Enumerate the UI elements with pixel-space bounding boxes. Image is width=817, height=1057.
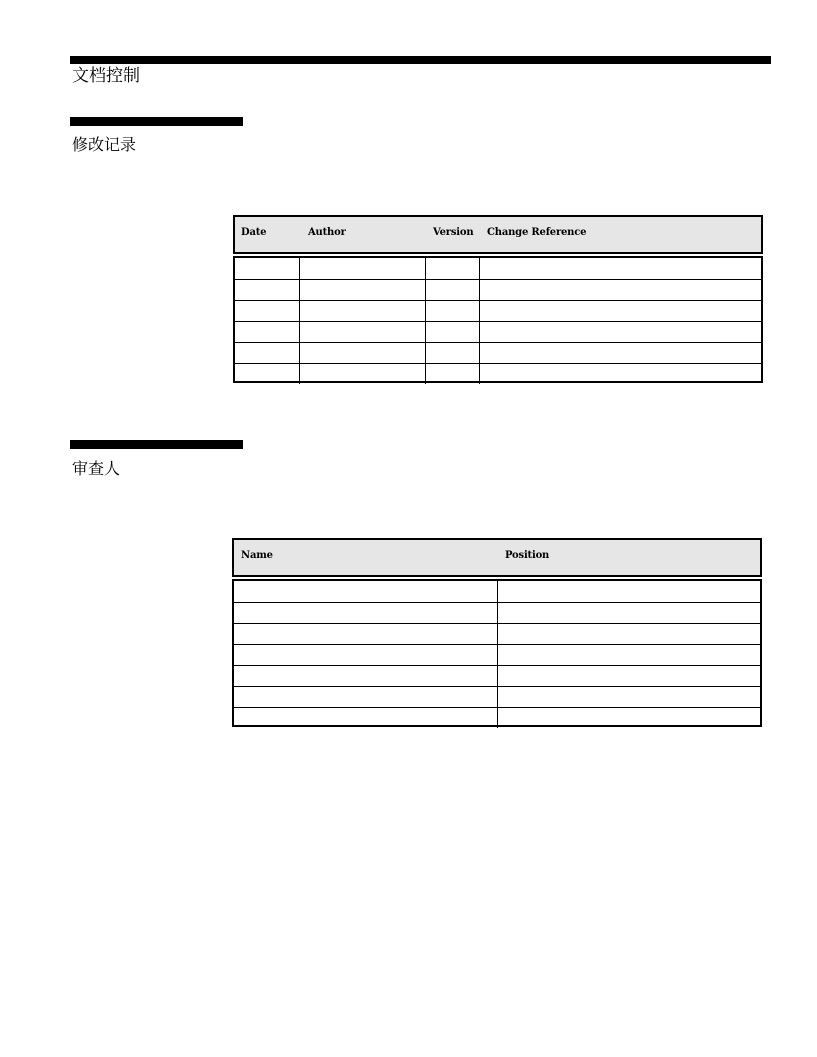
reviewers-table-body: [232, 579, 762, 727]
table-cell: [479, 322, 761, 342]
table-cell: [299, 343, 425, 363]
table-row: [234, 644, 760, 665]
reviewers-table: [232, 538, 762, 727]
title-rule: [70, 56, 771, 64]
revision-section-rule: [70, 117, 243, 126]
table-cell: [234, 581, 497, 602]
table-cell: [425, 301, 479, 321]
table-row: [235, 342, 761, 363]
table-row: [235, 258, 761, 279]
table-cell: [234, 645, 497, 665]
table-cell: [497, 645, 760, 665]
column-header-position: Position: [505, 550, 550, 561]
table-cell: [235, 364, 299, 384]
table-cell: [425, 322, 479, 342]
table-cell: [235, 258, 299, 279]
table-row: [234, 581, 760, 602]
table-cell: [235, 343, 299, 363]
table-cell: [299, 301, 425, 321]
table-cell: [497, 708, 760, 728]
table-cell: [497, 624, 760, 644]
table-cell: [479, 301, 761, 321]
column-header-change-reference: Change Reference: [487, 227, 587, 238]
table-row: [235, 300, 761, 321]
table-row: [234, 686, 760, 707]
column-header-name: Name: [241, 550, 273, 561]
table-cell: [497, 603, 760, 623]
table-cell: [425, 343, 479, 363]
page-title: 文档控制: [72, 66, 140, 86]
column-header-author: Author: [308, 227, 346, 238]
table-cell: [234, 666, 497, 686]
table-cell: [235, 280, 299, 300]
table-cell: [235, 322, 299, 342]
table-cell: [479, 343, 761, 363]
table-cell: [235, 301, 299, 321]
table-row: [235, 363, 761, 384]
table-cell: [299, 322, 425, 342]
table-cell: [234, 687, 497, 707]
table-cell: [425, 280, 479, 300]
table-cell: [234, 708, 497, 728]
table-cell: [479, 258, 761, 279]
table-cell: [234, 603, 497, 623]
table-cell: [479, 280, 761, 300]
table-row: [234, 623, 760, 644]
table-cell: [497, 666, 760, 686]
table-cell: [497, 687, 760, 707]
column-header-version: Version: [433, 227, 474, 238]
table-cell: [425, 364, 479, 384]
table-row: [234, 602, 760, 623]
reviewers-table-header: [232, 538, 762, 577]
table-cell: [234, 624, 497, 644]
table-cell: [299, 258, 425, 279]
table-cell: [299, 364, 425, 384]
table-row: [234, 665, 760, 686]
reviewers-section-rule: [70, 440, 243, 449]
table-row: [234, 707, 760, 728]
revision-table-body: [233, 256, 763, 383]
revision-history-table: [233, 215, 763, 383]
reviewers-section-heading: 审查人: [72, 459, 121, 478]
column-header-date: Date: [241, 227, 267, 238]
table-row: [235, 279, 761, 300]
table-cell: [425, 258, 479, 279]
table-cell: [479, 364, 761, 384]
revision-section-heading: 修改记录: [72, 135, 137, 154]
revision-table-header: [233, 215, 763, 254]
table-cell: [299, 280, 425, 300]
table-cell: [497, 581, 760, 602]
table-row: [235, 321, 761, 342]
